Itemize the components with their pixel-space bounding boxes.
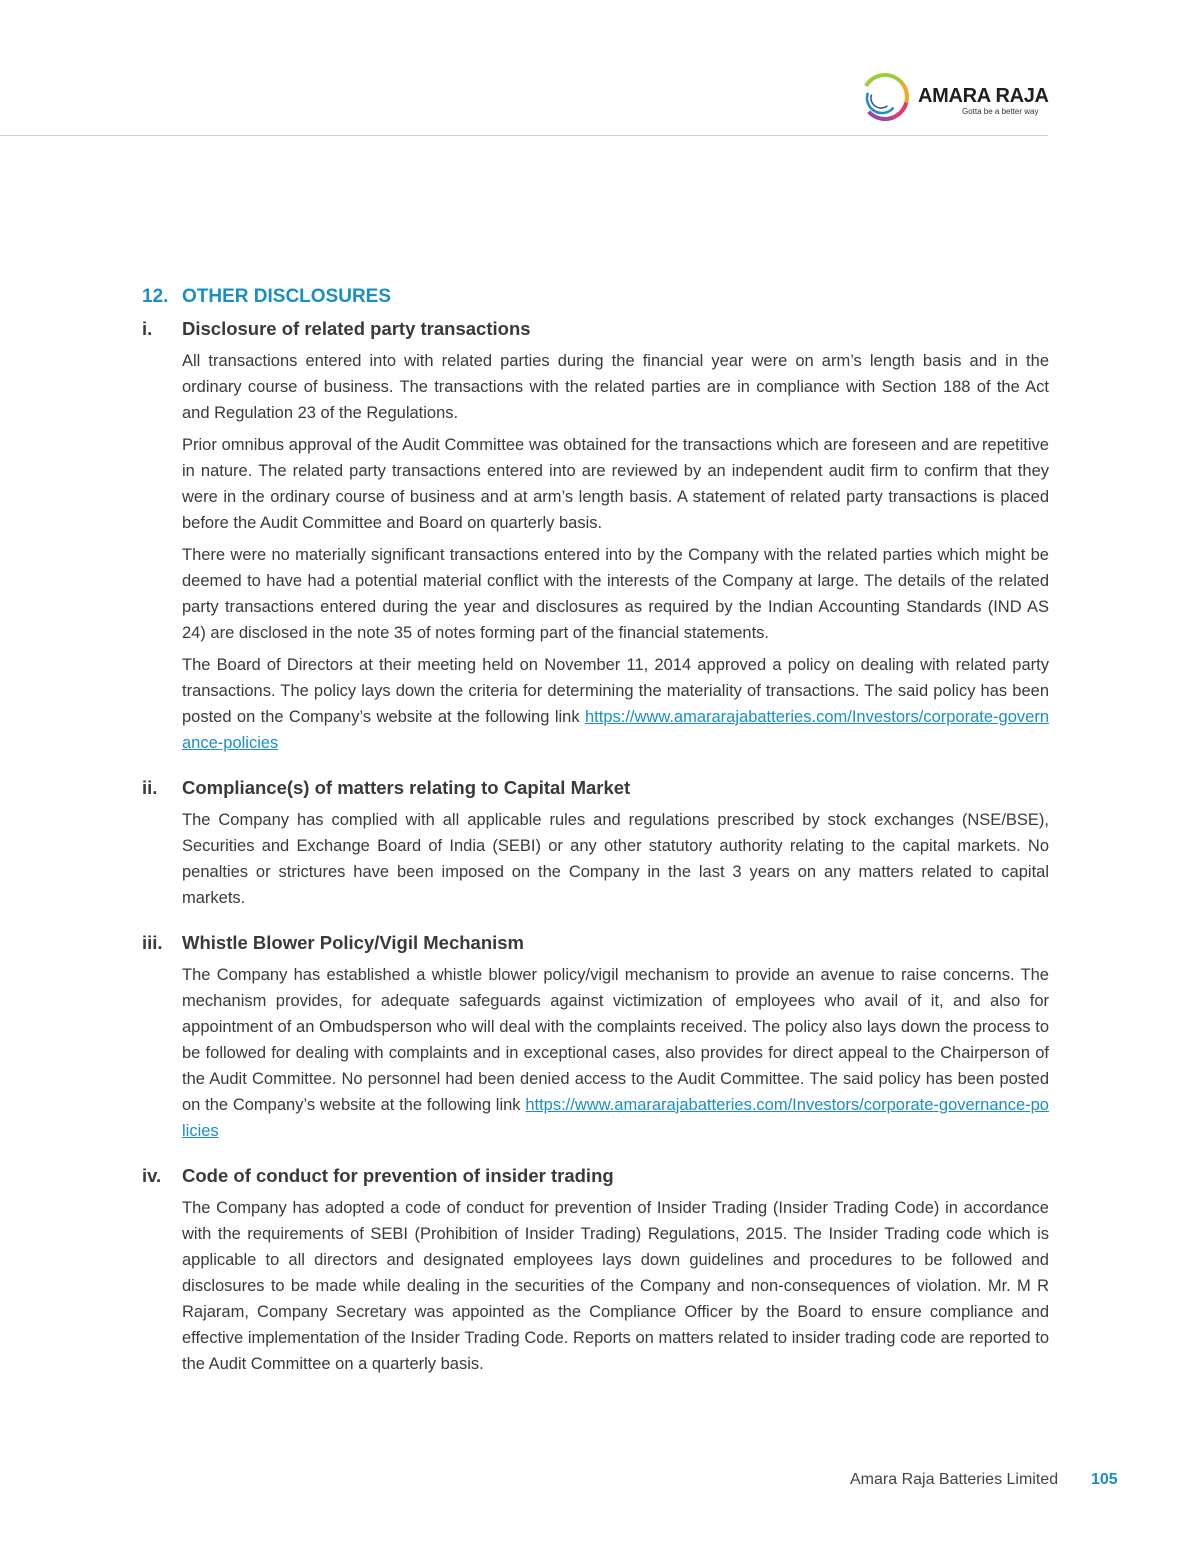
subsection-title: Disclosure of related party transactions <box>182 318 531 339</box>
subsection-numeral: iii. <box>142 932 163 953</box>
section-heading <box>142 284 1049 310</box>
section-number: 12. <box>142 286 169 307</box>
logo-tagline: Gotta be a better way <box>962 107 1039 116</box>
subsection-body <box>182 962 1049 1144</box>
policy-link[interactable]: https://www.amararajabatteries.com/Investors/corporate-governance-policies <box>182 708 1049 752</box>
paragraph-with-link <box>182 652 1049 756</box>
footer-company-name: Amara Raja Batteries Limited <box>850 1471 1059 1488</box>
subsection-heading <box>142 775 1049 801</box>
paragraph-with-link <box>182 962 1049 1144</box>
paragraph: Prior omnibus approval of the Audit Committee was obtained for the transactions which are foreseen and are repetitive in nature. The related party transactions entered into are reviewed by an independent audit firm to confirm that they were in the ordinary course of business and at arm’s length basis. A statement of related party transactions is placed before the Audit Committee and Board on quarterly basis. <box>182 436 1049 532</box>
subsection-heading <box>142 930 1049 956</box>
amara-raja-swirl-logo-icon <box>858 70 912 124</box>
subsection-title: Code of conduct for prevention of insider trading <box>182 1165 614 1186</box>
paragraph: The Company has adopted a code of conduct for prevention of Insider Trading (Insider Trading Code) in accordance with the requirements of SEBI (Prohibition of Insider Trading) Regulations, 2015. The Insider Trading code which is applicable to all directors and designated employees lays down guidelines and procedures to be followed and disclosures to be made while dealing in the securities of the Company and non-consequences of violation. Mr. M R Rajaram, Company Secretary was appointed as the Compliance Officer by the Board to ensure compliance and effective implementation of the Insider Trading Code. Reports on matters related to insider trading code are reported to the Audit Committee on a quarterly basis. <box>182 1199 1049 1373</box>
paragraph: The Company has complied with all applicable rules and regulations prescribed by stock exchanges (NSE/BSE), Securities and Exchange Board of India (SEBI) or any other statutory authority relating to the capital markets. No penalties or strictures have been imposed on the Company in the last 3 years on any matters related to capital markets. <box>182 811 1049 907</box>
header-rule <box>0 135 1048 136</box>
subsection-heading <box>142 316 1049 342</box>
paragraph: All transactions entered into with related parties during the financial year were on arm’s length basis and in the ordinary course of business. The transactions with the related parties are in compliance with Section 188 of the Act and Regulation 23 of the Regulations. <box>182 352 1049 422</box>
logo-wordmark: AMARA RAJA <box>918 85 1049 107</box>
subsection-heading <box>142 1163 1049 1189</box>
disclosures-content <box>142 284 1049 1383</box>
brand-logo <box>858 70 1058 124</box>
paragraph-text: The Board of Directors at their meeting held on November 11, 2014 approved a policy on dealing with related party transactions. The policy lays down the criteria for determining the materiality of transactions. The said policy has been posted on the Company’s website at the following link <box>182 656 1049 726</box>
subsection-title: Whistle Blower Policy/Vigil Mechanism <box>182 932 524 953</box>
policy-link[interactable]: https://www.amararajabatteries.com/Investors/corporate-governance-policies <box>182 1096 1049 1140</box>
subsection-title: Compliance(s) of matters relating to Capital Market <box>182 777 631 798</box>
section-title: OTHER DISCLOSURES <box>182 286 392 307</box>
paragraph-text: The Company has established a whistle blower policy/vigil mechanism to provide an avenue to raise concerns. The mechanism provides, for adequate safeguards against victimization of employees who avail of it, and also for appointment of an Ombudsperson who will deal with the complaints received. The policy also lays down the process to be followed for dealing with complaints and in exceptional cases, also provides for direct appeal to the Chairperson of the Audit Committee. No personnel had been denied access to the Audit Committee. The said policy has been posted on the Company’s website at the following link <box>182 966 1049 1114</box>
subsection-body <box>182 348 1049 756</box>
subsection-body <box>182 1195 1049 1377</box>
subsection-numeral: i. <box>142 318 153 339</box>
paragraph: There were no materially significant transactions entered into by the Company with the related parties which might be deemed to have had a potential material conflict with the interests of the Company at large. The details of the related party transactions entered during the year and disclosures as required by the Indian Accounting Standards (IND AS 24) are disclosed in the note 35 of notes forming part of the financial statements. <box>182 546 1049 642</box>
subsection-numeral: iv. <box>142 1165 162 1186</box>
subsection-numeral: ii. <box>142 777 158 798</box>
subsection-body <box>182 807 1049 911</box>
page-number: 105 <box>1091 1471 1118 1488</box>
